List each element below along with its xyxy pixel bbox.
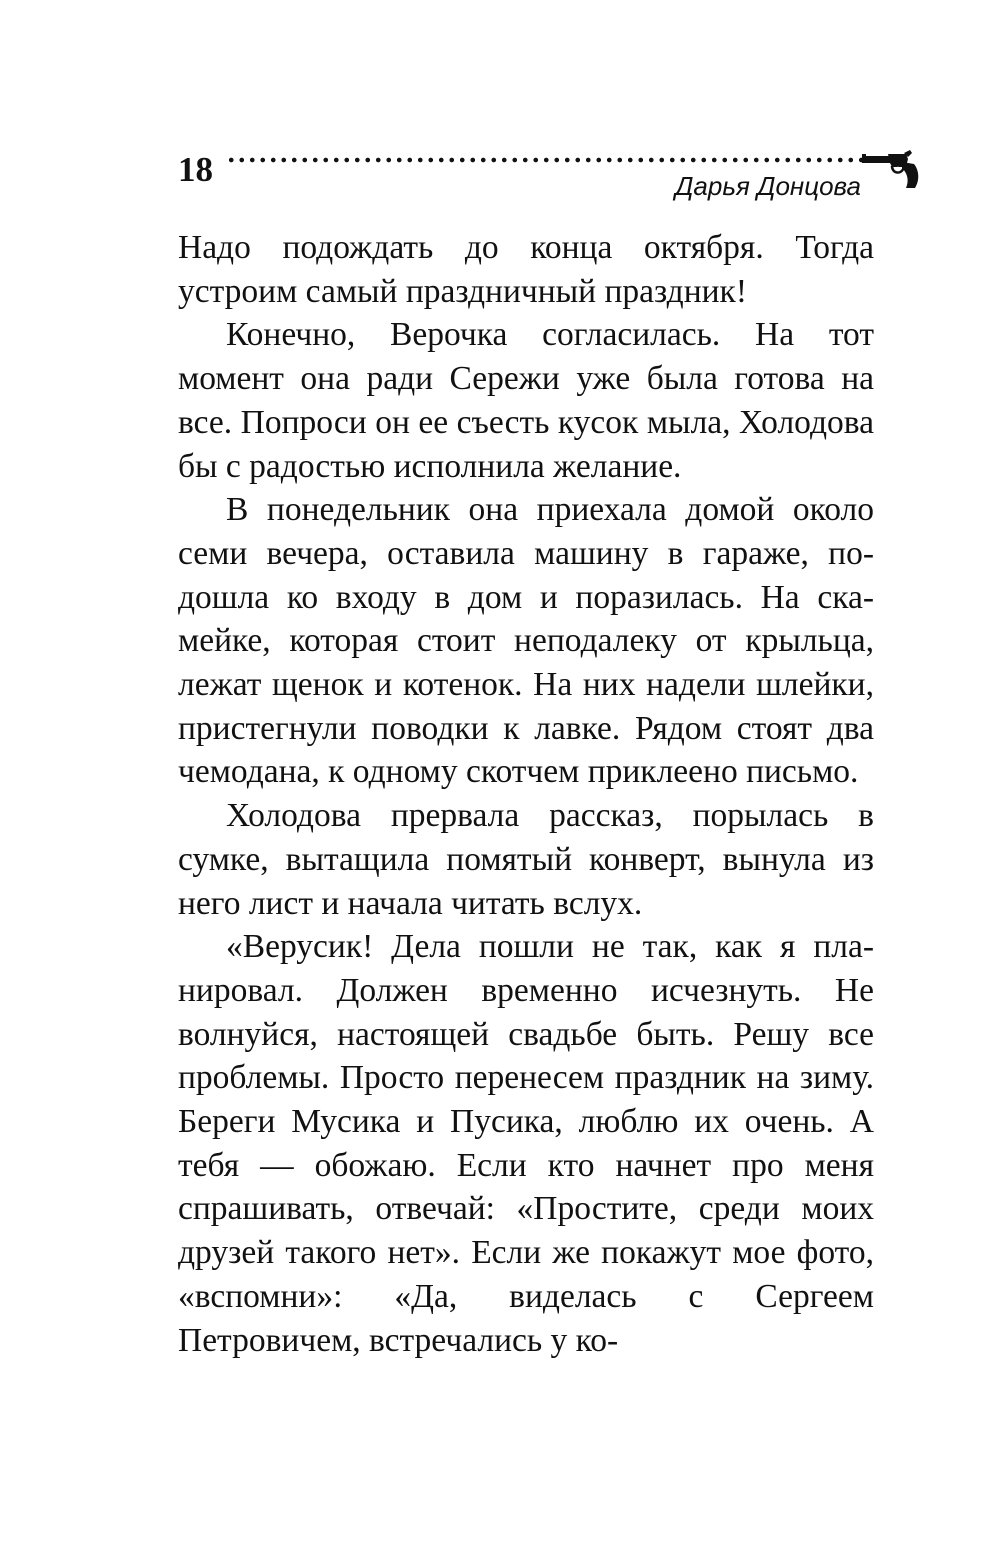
page-number: 18 <box>178 150 213 189</box>
body-text <box>178 226 874 1362</box>
running-head <box>178 142 923 202</box>
dotted-rule <box>226 157 866 163</box>
paragraph: «Верусик! Дела пошли не так, как я планировал. Должен временно исчезнуть. Не волнуйся, настоящей свадьбе быть. Решу все проблемы. Просто перенесем праздник на зиму. Береги Мусика и Пусика, люблю их очень. А тебя — обожаю. Если кто начнет про меня спрашивать, отвечай: «Простите, среди моих друзей такого нет». Если же покажут мое фото, «вспомни»: «Да, виделась с Сергеем Петровичем, встречались у ко- <box>178 928 874 1359</box>
paragraph: В понедельник она приехала домой около семи вечера, оставила машину в гараже, подошла ко входу в дом и поразилась. На скамейке, которая стоит неподалеку от крыльца, лежат щенок и котенок. На них надели шлейки, пристегнули поводки к лавке. Рядом стоят два чемодана, к одному скотчем приклеено письмо. <box>178 491 874 791</box>
paragraph: Холодова прервала рассказ, порылась в сумке, вытащила помятый конверт, вынула из него лист и начала читать вслух. <box>178 797 874 922</box>
paragraph: Конечно, Верочка согласилась. На тот момент она ради Сережи уже была готова на все. Попроси он ее съесть кусок мыла, Холодова бы с радостью исполнила желание. <box>178 316 874 485</box>
paragraph: Надо подождать до конца октября. Тогда устроим самый праздничный праздник! <box>178 229 874 310</box>
author-name: Дарья Донцова <box>675 171 861 201</box>
revolver-icon <box>862 150 920 190</box>
